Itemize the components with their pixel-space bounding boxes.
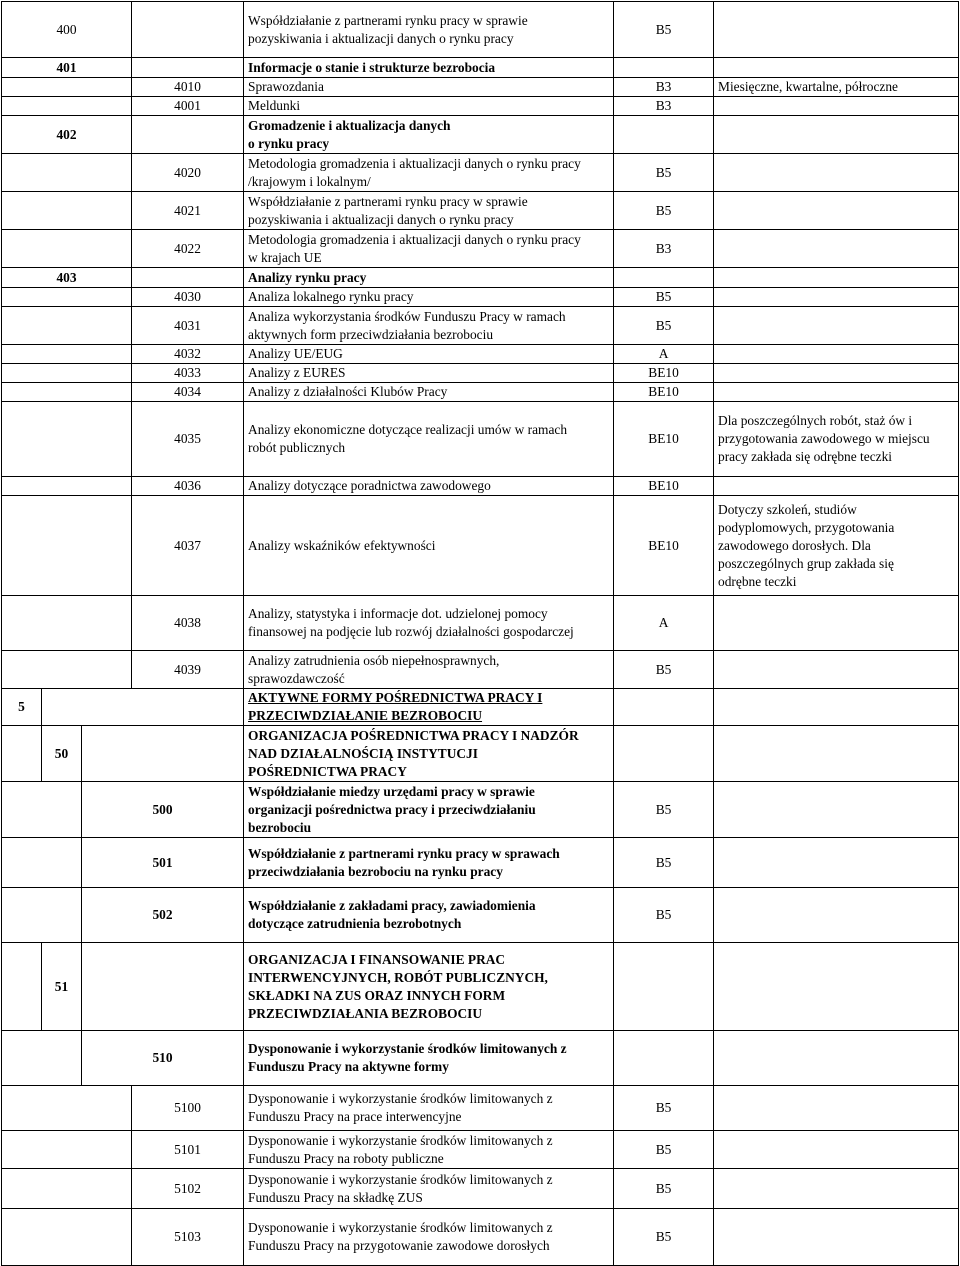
row-code: 400 [2, 2, 132, 58]
row-title: Współdziałanie z partnerami rynku pracy w sprawie pozyskiwania i aktualizacji danych o rynku pracy [244, 192, 614, 230]
row-remark [714, 97, 959, 116]
row-title: Współdziałanie miedzy urzędami pracy w sprawie organizacji pośrednictwa pracy i przeciwdziałaniu bezrobociu [244, 782, 614, 838]
table-row [2, 1209, 959, 1266]
row-remark [714, 288, 959, 307]
row-remark [714, 383, 959, 402]
row-title: AKTYWNE FORMY POŚREDNICTWA PRACY I PRZECIWDZIAŁANIE BEZROBOCIU [244, 689, 614, 726]
row-title: Dysponowanie i wykorzystanie środków limitowanych z Funduszu Pracy na roboty publiczne [244, 1131, 614, 1169]
row-code: 5101 [132, 1131, 244, 1169]
row-title: Dysponowanie i wykorzystanie środków limitowanych z Funduszu Pracy na prace interwencyjne [244, 1086, 614, 1131]
section-number: 5 [2, 689, 42, 726]
table-row [2, 383, 959, 402]
table-row [2, 496, 959, 596]
row-category: B5 [614, 782, 714, 838]
table-row [2, 1169, 959, 1209]
row-code: 4033 [132, 364, 244, 383]
row-title: Dysponowanie i wykorzystanie środków limitowanych z Funduszu Pracy na aktywne formy [244, 1031, 614, 1086]
table-row [2, 230, 959, 268]
row-title: Współdziałanie z partnerami rynku pracy w sprawach przeciwdziałania bezrobociu na rynku pracy [244, 838, 614, 888]
row-remark [714, 58, 959, 78]
row-remark [714, 154, 959, 192]
table-row [2, 726, 959, 782]
table-row [2, 116, 959, 154]
row-remark [714, 477, 959, 496]
row-code: 402 [2, 116, 132, 154]
row-title: Analizy UE/EUG [244, 345, 614, 364]
table-row [2, 97, 959, 116]
row-remark: Dla poszczególnych robót, staż ów i przygotowania zawodowego w miejscu pracy zakłada się odrębne teczki [714, 402, 959, 477]
row-code: 500 [82, 782, 244, 838]
row-title: Analizy ekonomiczne dotyczące realizacji umów w ramach robót publicznych [244, 402, 614, 477]
row-title: Metodologia gromadzenia i aktualizacji danych o rynku pracy /krajowym i lokalnym/ [244, 154, 614, 192]
row-title: Meldunki [244, 97, 614, 116]
row-title: Metodologia gromadzenia i aktualizacji danych o rynku pracy w krajach UE [244, 230, 614, 268]
table-row [2, 1031, 959, 1086]
row-category: B5 [614, 651, 714, 689]
table-row [2, 689, 959, 726]
row-category: B5 [614, 2, 714, 58]
row-category: B5 [614, 307, 714, 345]
row-title: Gromadzenie i aktualizacja danych o rynku pracy [244, 116, 614, 154]
row-title: Analizy z działalności Klubów Pracy [244, 383, 614, 402]
row-code: 4022 [132, 230, 244, 268]
row-category [614, 58, 714, 78]
row-title: Analizy wskaźników efektywności [244, 496, 614, 596]
table-row [2, 1131, 959, 1169]
group-number: 50 [42, 726, 82, 782]
row-code: 502 [82, 888, 244, 943]
row-remark: Miesięczne, kwartalne, półroczne [714, 78, 959, 97]
row-category [614, 268, 714, 288]
row-remark [714, 364, 959, 383]
table-row [2, 782, 959, 838]
row-category: BE10 [614, 477, 714, 496]
table-row [2, 477, 959, 496]
row-code: 4010 [132, 78, 244, 97]
row-category: B3 [614, 97, 714, 116]
row-code: 4020 [132, 154, 244, 192]
table-row [2, 154, 959, 192]
row-category: B5 [614, 1131, 714, 1169]
row-code: 4001 [132, 97, 244, 116]
row-code: 4037 [132, 496, 244, 596]
row-title: Analiza wykorzystania środków Funduszu Pracy w ramach aktywnych form przeciwdziałania bezrobociu [244, 307, 614, 345]
row-category: B5 [614, 154, 714, 192]
table-row [2, 943, 959, 1031]
row-remark [714, 2, 959, 58]
row-code: 5103 [132, 1209, 244, 1266]
table-row [2, 2, 959, 58]
row-remark: Dotyczy szkoleń, studiów podyplomowych, przygotowania zawodowego dorosłych. Dla poszczególnych grup zakłada się odrębne teczki [714, 496, 959, 596]
row-category: B5 [614, 1209, 714, 1266]
row-category: B5 [614, 888, 714, 943]
row-category: BE10 [614, 402, 714, 477]
table-row [2, 888, 959, 943]
row-title: Sprawozdania [244, 78, 614, 97]
row-category: B5 [614, 192, 714, 230]
row-code: 501 [82, 838, 244, 888]
row-title: Dysponowanie i wykorzystanie środków limitowanych z Funduszu Pracy na przygotowanie zawodowe dorosłych [244, 1209, 614, 1266]
row-title: Analizy dotyczące poradnictwa zawodowego [244, 477, 614, 496]
row-category: B5 [614, 1169, 714, 1209]
row-code: 4036 [132, 477, 244, 496]
row-title: Współdziałanie z zakładami pracy, zawiadomienia dotyczące zatrudnienia bezrobotnych [244, 888, 614, 943]
row-code: 4034 [132, 383, 244, 402]
table-row [2, 307, 959, 345]
row-remark [714, 651, 959, 689]
row-title: Analiza lokalnego rynku pracy [244, 288, 614, 307]
table-row [2, 268, 959, 288]
row-category: BE10 [614, 383, 714, 402]
row-title: Współdziałanie z partnerami rynku pracy w sprawie pozyskiwania i aktualizacji danych o rynku pracy [244, 2, 614, 58]
table-row [2, 58, 959, 78]
row-category: B5 [614, 838, 714, 888]
row-code: 510 [82, 1031, 244, 1086]
table-row [2, 838, 959, 888]
row-title: Analizy, statystyka i informacje dot. udzielonej pomocy finansowej na podjęcie lub rozwój działalności gospodarczej [244, 596, 614, 651]
row-category: B5 [614, 288, 714, 307]
row-category [614, 116, 714, 154]
group-number: 51 [42, 943, 82, 1031]
table-row [2, 402, 959, 477]
row-category: BE10 [614, 364, 714, 383]
row-title: ORGANIZACJA I FINANSOWANIE PRAC INTERWENCYJNYCH, ROBÓT PUBLICZNYCH, SKŁADKI NA ZUS ORAZ INNYCH FORM PRZECIWDZIAŁANIA BEZROBOCIU [244, 943, 614, 1031]
row-code: 5102 [132, 1169, 244, 1209]
row-code: 4038 [132, 596, 244, 651]
row-remark [714, 230, 959, 268]
row-category: B3 [614, 78, 714, 97]
row-title: Dysponowanie i wykorzystanie środków limitowanych z Funduszu Pracy na składkę ZUS [244, 1169, 614, 1209]
row-code: 4035 [132, 402, 244, 477]
row-category: BE10 [614, 496, 714, 596]
row-remark [714, 596, 959, 651]
row-code: 4039 [132, 651, 244, 689]
row-code: 4021 [132, 192, 244, 230]
row-remark [714, 116, 959, 154]
row-category: A [614, 345, 714, 364]
row-remark [714, 345, 959, 364]
classification-table [1, 1, 959, 1266]
table-row [2, 364, 959, 383]
table-row [2, 78, 959, 97]
row-title: Analizy z EURES [244, 364, 614, 383]
row-title: ORGANIZACJA POŚREDNICTWA PRACY I NADZÓR NAD DZIAŁALNOŚCIĄ INSTYTUCJI POŚREDNICTWA PRACY [244, 726, 614, 782]
row-category: A [614, 596, 714, 651]
table-row [2, 345, 959, 364]
row-category: B5 [614, 1086, 714, 1131]
row-title: Analizy zatrudnienia osób niepełnosprawnych, sprawozdawczość [244, 651, 614, 689]
row-code: 4030 [132, 288, 244, 307]
table-row [2, 1086, 959, 1131]
table-row [2, 651, 959, 689]
row-code: 4032 [132, 345, 244, 364]
table-row [2, 288, 959, 307]
row-title: Analizy rynku pracy [244, 268, 614, 288]
row-code: 401 [2, 58, 132, 78]
row-title: Informacje o stanie i strukturze bezrobocia [244, 58, 614, 78]
row-code: 4031 [132, 307, 244, 345]
row-category: B3 [614, 230, 714, 268]
row-category [614, 1031, 714, 1086]
row-code: 403 [2, 268, 132, 288]
row-remark [714, 192, 959, 230]
table-row [2, 596, 959, 651]
table-row [2, 192, 959, 230]
row-code: 5100 [132, 1086, 244, 1131]
row-remark [714, 268, 959, 288]
row-remark [714, 307, 959, 345]
